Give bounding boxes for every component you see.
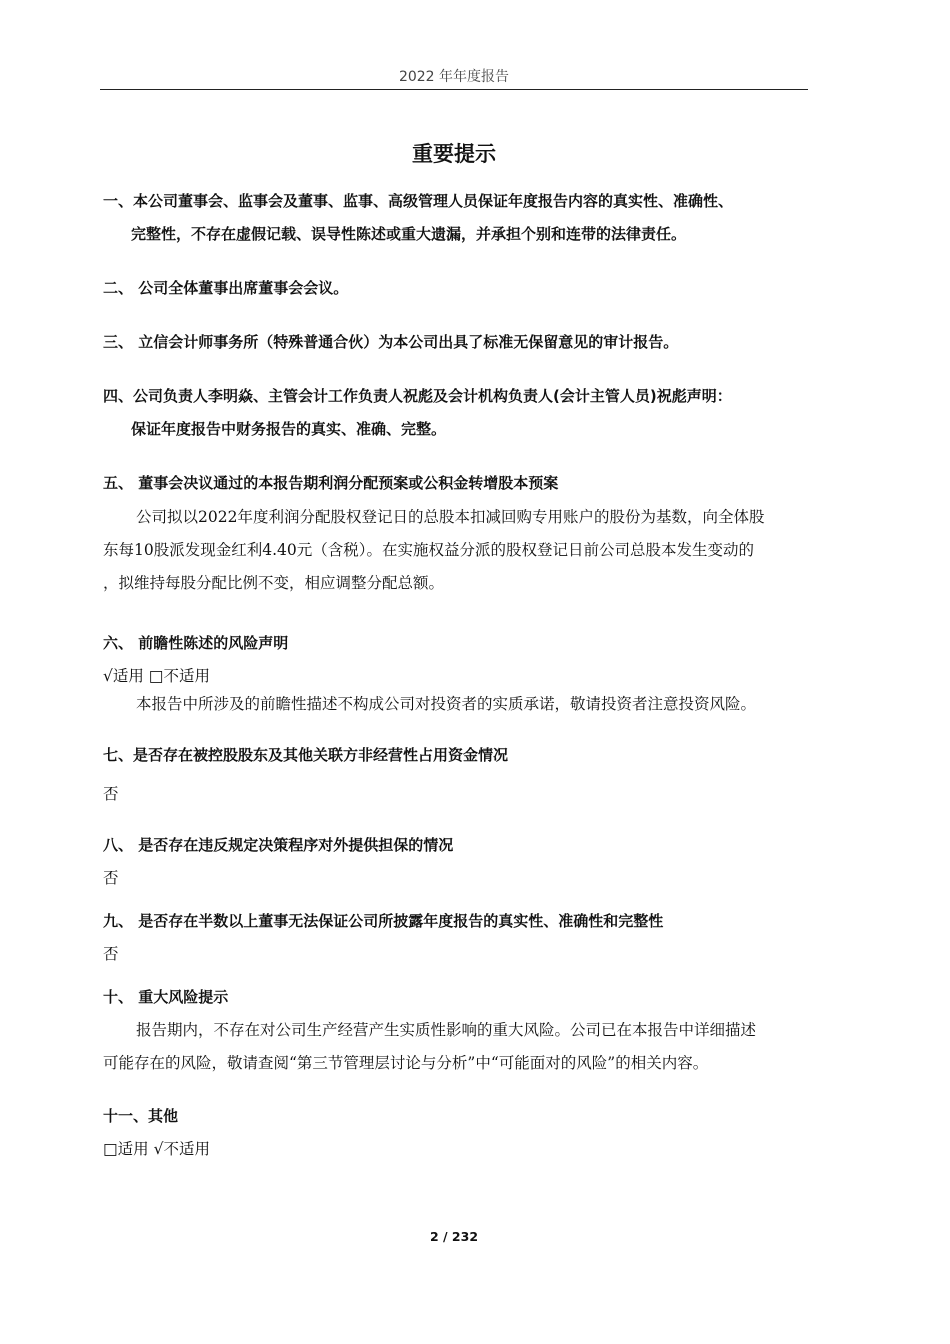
section-7-answer: 否	[103, 785, 119, 803]
section-4-line-2: 保证年度报告中财务报告的真实、准确、完整。	[131, 420, 447, 438]
section-9-answer: 否	[103, 945, 119, 963]
section-6-options: √适用 □不适用	[103, 667, 210, 685]
page-number: 2 / 232	[429, 1229, 479, 1244]
section-5-body-2: 东每10股派发现金红利4.40元（含税）。在实施权益分派的股权登记日前公司总股本发生变动的	[103, 541, 754, 559]
section-10-heading: 十、 重大风险提示	[103, 988, 229, 1006]
page-title: 重要提示	[412, 142, 496, 166]
section-11-options: □适用 √不适用	[103, 1140, 210, 1158]
section-10-body-1: 报告期内，不存在对公司生产经营产生实质性影响的重大风险。公司已在本报告中详细描述	[136, 1021, 757, 1039]
section-2: 二、 公司全体董事出席董事会会议。	[103, 279, 349, 297]
section-1-line-2: 完整性，不存在虚假记载、误导性陈述或重大遗漏，并承担个别和连带的法律责任。	[131, 225, 687, 243]
section-5-heading: 五、 董事会决议通过的本报告期利润分配预案或公积金转增股本预案	[103, 474, 559, 492]
section-9-heading: 九、 是否存在半数以上董事无法保证公司所披露年度报告的真实性、准确性和完整性	[103, 912, 664, 930]
section-7-heading: 七、是否存在被控股股东及其他关联方非经营性占用资金情况	[103, 746, 509, 764]
section-6-heading: 六、 前瞻性陈述的风险声明	[103, 634, 289, 652]
section-6-body: 本报告中所涉及的前瞻性描述不构成公司对投资者的实质承诺，敬请投资者注意投资风险。	[136, 695, 757, 713]
running-header: 2022 年年度报告	[398, 69, 510, 85]
section-3: 三、 立信会计师事务所（特殊普通合伙）为本公司出具了标准无保留意见的审计报告。	[103, 333, 679, 351]
section-4-line-1: 四、公司负责人李明焱、主管会计工作负责人祝彪及会计机构负责人(会计主管人员)祝彪声明：	[103, 387, 732, 405]
section-5-body-1: 公司拟以2022年度利润分配股权登记日的总股本扣减回购专用账户的股份为基数，向全体股	[136, 508, 765, 526]
section-10-body-2: 可能存在的风险，敬请查阅“第三节管理层讨论与分析”中“可能面对的风险”的相关内容。	[103, 1054, 709, 1072]
section-8-answer: 否	[103, 869, 119, 887]
section-5-body-3: ，拟维持每股分配比例不变，相应调整分配总额。	[103, 574, 445, 592]
header-divider	[100, 89, 808, 90]
section-8-heading: 八、 是否存在违反规定决策程序对外提供担保的情况	[103, 836, 454, 854]
section-1-line-1: 一、本公司董事会、监事会及董事、监事、高级管理人员保证年度报告内容的真实性、准确性、	[103, 192, 734, 210]
section-11-heading: 十一、其他	[103, 1107, 179, 1125]
